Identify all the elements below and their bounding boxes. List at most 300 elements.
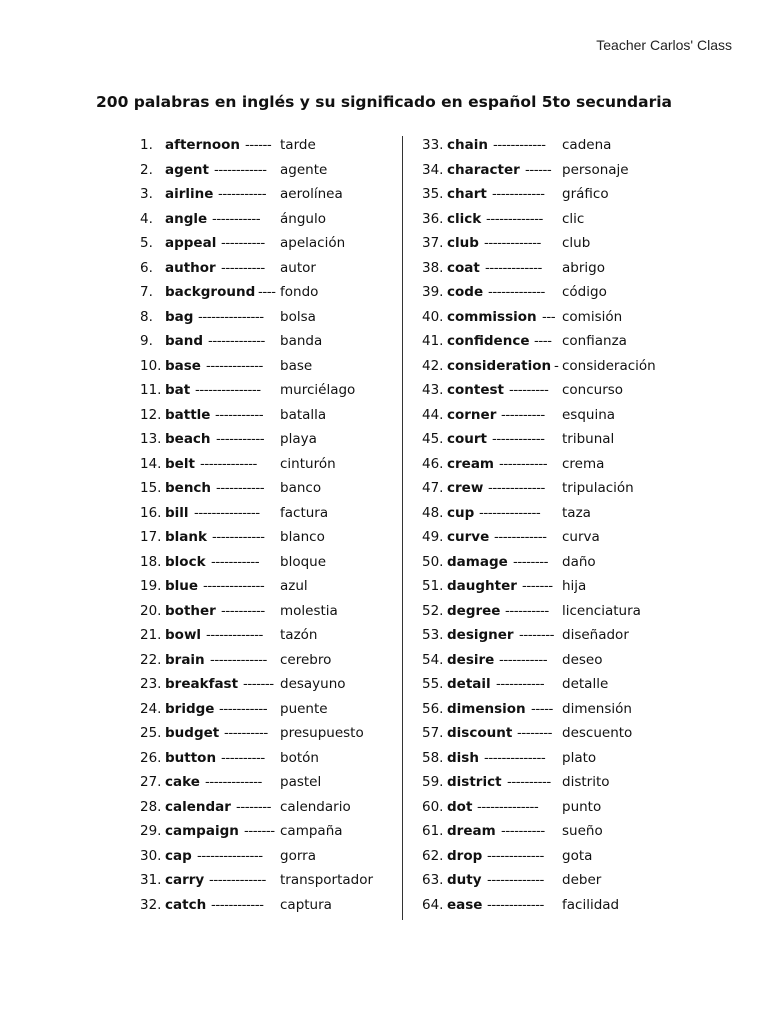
english-word: bill <box>165 504 189 521</box>
spanish-translation: aerolínea <box>280 186 343 202</box>
item-number: 1. <box>140 137 153 153</box>
dash-separator: ------------ <box>493 137 546 153</box>
vocab-row <box>422 623 722 648</box>
spanish-translation: cerebro <box>280 651 332 668</box>
item-number: 30. <box>140 847 162 864</box>
spanish-translation: licenciatura <box>562 602 641 619</box>
item-number: 19. <box>140 578 162 594</box>
english-word: airline <box>165 186 214 202</box>
vocab-row <box>422 378 722 403</box>
dash-separator: ----- <box>531 700 553 717</box>
vocab-row <box>140 623 395 648</box>
vocab-row <box>140 403 395 428</box>
dash-separator: ----------- <box>212 210 261 227</box>
english-word: drop <box>447 847 483 864</box>
item-number: 40. <box>422 308 444 325</box>
english-word: dream <box>447 823 496 839</box>
item-number: 47. <box>422 480 444 496</box>
item-number: 44. <box>422 406 444 423</box>
item-number: 48. <box>422 504 444 521</box>
dash-separator: ---------- <box>221 235 265 251</box>
spanish-translation: pastel <box>280 774 322 790</box>
item-number: 15. <box>140 480 162 496</box>
english-word: coat <box>447 259 480 276</box>
english-word: carry <box>165 872 205 888</box>
item-number: 28. <box>140 798 162 815</box>
vocab-row <box>422 207 722 232</box>
spanish-translation: sueño <box>562 823 603 839</box>
spanish-translation: detalle <box>562 676 609 692</box>
english-word: bat <box>165 382 191 398</box>
spanish-translation: tripulación <box>562 480 634 496</box>
item-number: 13. <box>140 431 162 447</box>
english-word: code <box>447 284 484 300</box>
dash-separator: ------------- <box>487 872 544 888</box>
dash-separator: --------- <box>509 382 549 398</box>
english-word: dimension <box>447 700 526 717</box>
spanish-translation: taza <box>562 504 591 521</box>
english-word: afternoon <box>165 137 241 153</box>
item-number: 32. <box>140 896 162 913</box>
dash-separator: ----------- <box>496 676 545 692</box>
spanish-translation: apelación <box>280 235 346 251</box>
item-number: 23. <box>140 676 162 692</box>
dash-separator: --------------- <box>198 308 264 325</box>
spanish-translation: tarde <box>280 137 316 153</box>
english-word: belt <box>165 455 195 472</box>
english-word: damage <box>447 553 508 570</box>
dash-separator: ------------ <box>214 161 267 178</box>
dash-separator: ------------- <box>206 627 263 643</box>
vocab-row <box>422 770 722 795</box>
spanish-translation: esquina <box>562 406 616 423</box>
item-number: 36. <box>422 210 444 227</box>
english-word: chart <box>447 186 487 202</box>
item-number: 11. <box>140 382 162 398</box>
spanish-translation: daño <box>562 553 596 570</box>
item-number: 33. <box>422 137 444 153</box>
spanish-translation: banda <box>280 333 323 349</box>
dash-separator: ------------- <box>488 284 545 300</box>
spanish-translation: gráfico <box>562 186 609 202</box>
spanish-translation: fondo <box>280 284 319 300</box>
vocab-row <box>140 427 395 452</box>
item-number: 34. <box>422 161 444 178</box>
dash-separator: ------------- <box>208 333 265 349</box>
english-word: cream <box>447 455 494 472</box>
vocab-row <box>422 231 722 256</box>
vocab-row <box>140 182 395 207</box>
dash-separator: ---------- <box>221 259 265 276</box>
english-word: contest <box>447 382 504 398</box>
vocab-row <box>140 158 395 183</box>
spanish-translation: bloque <box>280 553 327 570</box>
dash-separator: --------------- <box>195 382 261 398</box>
vocab-row <box>140 452 395 477</box>
english-word: budget <box>165 725 220 741</box>
spanish-translation: código <box>562 284 607 300</box>
spanish-translation: tribunal <box>562 431 615 447</box>
item-number: 37. <box>422 235 444 251</box>
spanish-translation: playa <box>280 431 317 447</box>
vocab-row <box>422 550 722 575</box>
vocab-row <box>422 844 722 869</box>
dash-separator: ------------- <box>209 872 266 888</box>
item-number: 6. <box>140 259 153 276</box>
item-number: 59. <box>422 774 444 790</box>
item-number: 12. <box>140 406 162 423</box>
dash-separator: ------------- <box>484 235 541 251</box>
english-word: beach <box>165 431 211 447</box>
english-word: daughter <box>447 578 517 594</box>
item-number: 31. <box>140 872 162 888</box>
dash-separator: ---------- <box>507 774 551 790</box>
english-word: button <box>165 749 217 766</box>
vocab-row <box>140 207 395 232</box>
vocab-row <box>422 329 722 354</box>
english-word: corner <box>447 406 497 423</box>
dash-separator: ---------- <box>221 749 265 766</box>
vocab-row <box>140 574 395 599</box>
dash-separator: -------------- <box>203 578 265 594</box>
item-number: 24. <box>140 700 162 717</box>
item-number: 64. <box>422 896 444 913</box>
dash-separator: ----------- <box>499 455 548 472</box>
english-word: curve <box>447 529 490 545</box>
vocab-row <box>140 721 395 746</box>
spanish-translation: deseo <box>562 651 603 668</box>
vocab-list-left <box>140 133 395 917</box>
dash-separator: -------------- <box>477 798 539 815</box>
dash-separator: --- <box>542 308 556 325</box>
spanish-translation: agente <box>280 161 328 178</box>
spanish-translation: deber <box>562 872 602 888</box>
dash-separator: ------------ <box>211 896 264 913</box>
english-word: ease <box>447 896 483 913</box>
item-number: 51. <box>422 578 444 594</box>
item-number: 17. <box>140 529 162 545</box>
vocab-row <box>140 648 395 673</box>
item-number: 35. <box>422 186 444 202</box>
dash-separator: ----------- <box>216 480 265 496</box>
dash-separator: ------------ <box>212 529 265 545</box>
item-number: 39. <box>422 284 444 300</box>
item-number: 57. <box>422 725 444 741</box>
dash-separator: ---------- <box>221 602 265 619</box>
item-number: 41. <box>422 333 444 349</box>
vocab-row <box>422 819 722 844</box>
english-word: crew <box>447 480 484 496</box>
item-number: 46. <box>422 455 444 472</box>
item-number: 14. <box>140 455 162 472</box>
item-number: 55. <box>422 676 444 692</box>
dash-separator: ----------- <box>218 186 267 202</box>
english-word: court <box>447 431 487 447</box>
spanish-translation: bolsa <box>280 308 316 325</box>
english-word: commission <box>447 308 537 325</box>
vocab-row <box>140 476 395 501</box>
dash-separator: ------------- <box>485 259 542 276</box>
item-number: 50. <box>422 553 444 570</box>
spanish-translation: cadena <box>562 137 612 153</box>
spanish-translation: calendario <box>280 798 351 815</box>
item-number: 25. <box>140 725 162 741</box>
vocab-row <box>422 574 722 599</box>
english-word: background <box>165 284 256 300</box>
spanish-translation: molestia <box>280 602 338 619</box>
spanish-translation: presupuesto <box>280 725 364 741</box>
english-word: cap <box>165 847 192 864</box>
english-word: degree <box>447 602 501 619</box>
vocab-row <box>140 770 395 795</box>
dash-separator: -------- <box>513 553 548 570</box>
vocab-row <box>422 501 722 526</box>
dash-separator: ---- <box>258 284 276 300</box>
dash-separator: ---- <box>534 333 552 349</box>
spanish-translation: personaje <box>562 161 629 178</box>
spanish-translation: clic <box>562 210 585 227</box>
item-number: 49. <box>422 529 444 545</box>
vocab-row <box>140 893 395 918</box>
vocab-row <box>422 599 722 624</box>
english-word: dot <box>447 798 473 815</box>
dash-separator: --------------- <box>194 504 260 521</box>
vocab-row <box>140 697 395 722</box>
vocab-row <box>422 305 722 330</box>
spanish-translation: base <box>280 357 313 374</box>
dash-separator: ------- <box>522 578 553 594</box>
dash-separator: ------ <box>525 161 552 178</box>
vocab-row <box>422 256 722 281</box>
item-number: 29. <box>140 823 162 839</box>
vocab-row <box>140 819 395 844</box>
spanish-translation: puente <box>280 700 328 717</box>
spanish-translation: distrito <box>562 774 610 790</box>
dash-separator: ------------- <box>200 455 257 472</box>
english-word: bother <box>165 602 216 619</box>
dash-separator: ------------- <box>206 357 263 374</box>
english-word: dish <box>447 749 479 766</box>
spanish-translation: hija <box>562 578 587 594</box>
vocab-row <box>140 525 395 550</box>
spanish-translation: consideración <box>562 357 656 374</box>
english-word: angle <box>165 210 208 227</box>
vocab-row <box>140 599 395 624</box>
dash-separator: ----------- <box>211 553 260 570</box>
item-number: 2. <box>140 161 153 178</box>
dash-separator: ------------- <box>210 651 267 668</box>
dash-separator: -------- <box>517 725 552 741</box>
vocab-row <box>422 648 722 673</box>
spanish-translation: autor <box>280 259 316 276</box>
spanish-translation: dimensión <box>562 700 632 717</box>
item-number: 60. <box>422 798 444 815</box>
item-number: 58. <box>422 749 444 766</box>
dash-separator: - <box>554 357 559 374</box>
item-number: 45. <box>422 431 444 447</box>
spanish-translation: confianza <box>562 333 627 349</box>
english-word: discount <box>447 725 513 741</box>
item-number: 18. <box>140 553 162 570</box>
english-word: chain <box>447 137 488 153</box>
spanish-translation: desayuno <box>280 676 346 692</box>
vocab-row <box>140 133 395 158</box>
english-word: bowl <box>165 627 202 643</box>
spanish-translation: cinturón <box>280 455 336 472</box>
vocab-row <box>422 133 722 158</box>
english-word: confidence <box>447 333 530 349</box>
item-number: 22. <box>140 651 162 668</box>
spanish-translation: curva <box>562 529 600 545</box>
english-word: cake <box>165 774 200 790</box>
item-number: 43. <box>422 382 444 398</box>
english-word: character <box>447 161 520 178</box>
spanish-translation: gota <box>562 847 593 864</box>
spanish-translation: comisión <box>562 308 623 325</box>
item-number: 42. <box>422 357 444 374</box>
vocab-row <box>422 893 722 918</box>
spanish-translation: batalla <box>280 406 327 423</box>
vocab-row <box>140 231 395 256</box>
spanish-translation: ángulo <box>280 210 326 227</box>
english-word: battle <box>165 406 211 423</box>
dash-separator: ------------ <box>492 431 545 447</box>
vocab-row <box>140 280 395 305</box>
english-word: blank <box>165 529 207 545</box>
vocab-row <box>422 158 722 183</box>
vocab-row <box>422 476 722 501</box>
item-number: 52. <box>422 602 444 619</box>
english-word: appeal <box>165 235 217 251</box>
spanish-translation: tazón <box>280 627 318 643</box>
dash-separator: ---------- <box>501 406 545 423</box>
vocab-row <box>140 672 395 697</box>
dash-separator: ------------- <box>205 774 262 790</box>
spanish-translation: abrigo <box>562 259 605 276</box>
english-word: bag <box>165 308 194 325</box>
dash-separator: ------------- <box>488 480 545 496</box>
item-number: 10. <box>140 357 162 374</box>
dash-separator: ---------- <box>505 602 549 619</box>
vocab-row <box>140 501 395 526</box>
spanish-translation: botón <box>280 749 319 766</box>
item-number: 53. <box>422 627 444 643</box>
dash-separator: ------------- <box>487 896 544 913</box>
english-word: band <box>165 333 204 349</box>
spanish-translation: captura <box>280 896 332 913</box>
spanish-translation: azul <box>280 578 308 594</box>
vocab-row <box>422 525 722 550</box>
english-word: designer <box>447 627 514 643</box>
spanish-translation: crema <box>562 455 605 472</box>
item-number: 26. <box>140 749 162 766</box>
english-word: catch <box>165 896 207 913</box>
english-word: district <box>447 774 502 790</box>
english-word: bench <box>165 480 212 496</box>
spanish-translation: concurso <box>562 382 624 398</box>
spanish-translation: punto <box>562 798 602 815</box>
vocab-row <box>422 746 722 771</box>
vocab-row <box>140 844 395 869</box>
item-number: 16. <box>140 504 162 521</box>
vocab-row <box>422 795 722 820</box>
item-number: 20. <box>140 602 162 619</box>
english-word: author <box>165 259 216 276</box>
english-word: consideration <box>447 357 552 374</box>
dash-separator: ------------- <box>487 847 544 864</box>
item-number: 9. <box>140 333 153 349</box>
item-number: 27. <box>140 774 162 790</box>
vocab-row <box>422 672 722 697</box>
dash-separator: ----------- <box>216 431 265 447</box>
english-word: block <box>165 553 206 570</box>
dash-separator: ----------- <box>215 406 264 423</box>
item-number: 5. <box>140 235 153 251</box>
vocab-row <box>140 746 395 771</box>
dash-separator: ------------- <box>486 210 543 227</box>
dash-separator: ------- <box>243 676 274 692</box>
spanish-translation: factura <box>280 504 329 521</box>
dash-separator: -------------- <box>479 504 541 521</box>
item-number: 21. <box>140 627 162 643</box>
spanish-translation: murciélago <box>280 382 356 398</box>
item-number: 61. <box>422 823 444 839</box>
english-word: click <box>447 210 482 227</box>
dash-separator: -------------- <box>484 749 546 766</box>
dash-separator: ---------- <box>224 725 268 741</box>
item-number: 62. <box>422 847 444 864</box>
vocab-row <box>422 403 722 428</box>
vocab-row <box>140 550 395 575</box>
page-header: Teacher Carlos' Class <box>596 37 732 53</box>
english-word: bridge <box>165 700 215 717</box>
english-word: desire <box>447 651 495 668</box>
dash-separator: ------------ <box>492 186 545 202</box>
spanish-translation: campaña <box>280 823 343 839</box>
vocab-row <box>422 280 722 305</box>
vocab-row <box>422 868 722 893</box>
item-number: 63. <box>422 872 444 888</box>
spanish-translation: transportador <box>280 872 374 888</box>
dash-separator: -------- <box>236 798 271 815</box>
english-word: calendar <box>165 798 231 815</box>
dash-separator: ---------- <box>501 823 545 839</box>
spanish-translation: descuento <box>562 725 633 741</box>
spanish-translation: banco <box>280 480 322 496</box>
english-word: base <box>165 357 201 374</box>
vocab-row <box>422 721 722 746</box>
vocab-row <box>140 378 395 403</box>
spanish-translation: diseñador <box>562 627 629 643</box>
dash-separator: ----------- <box>219 700 268 717</box>
dash-separator: --------------- <box>197 847 263 864</box>
spanish-translation: gorra <box>280 847 316 864</box>
vocab-row <box>140 868 395 893</box>
vocab-row <box>422 182 722 207</box>
item-number: 38. <box>422 259 444 276</box>
english-word: duty <box>447 872 482 888</box>
dash-separator: ----------- <box>499 651 548 668</box>
item-number: 56. <box>422 700 444 717</box>
spanish-translation: blanco <box>280 529 325 545</box>
item-number: 8. <box>140 308 153 325</box>
vocab-list-right <box>422 133 722 917</box>
dash-separator: -------- <box>519 627 554 643</box>
item-number: 54. <box>422 651 444 668</box>
english-word: agent <box>165 161 209 178</box>
spanish-translation: facilidad <box>562 896 620 913</box>
spanish-translation: plato <box>562 749 597 766</box>
